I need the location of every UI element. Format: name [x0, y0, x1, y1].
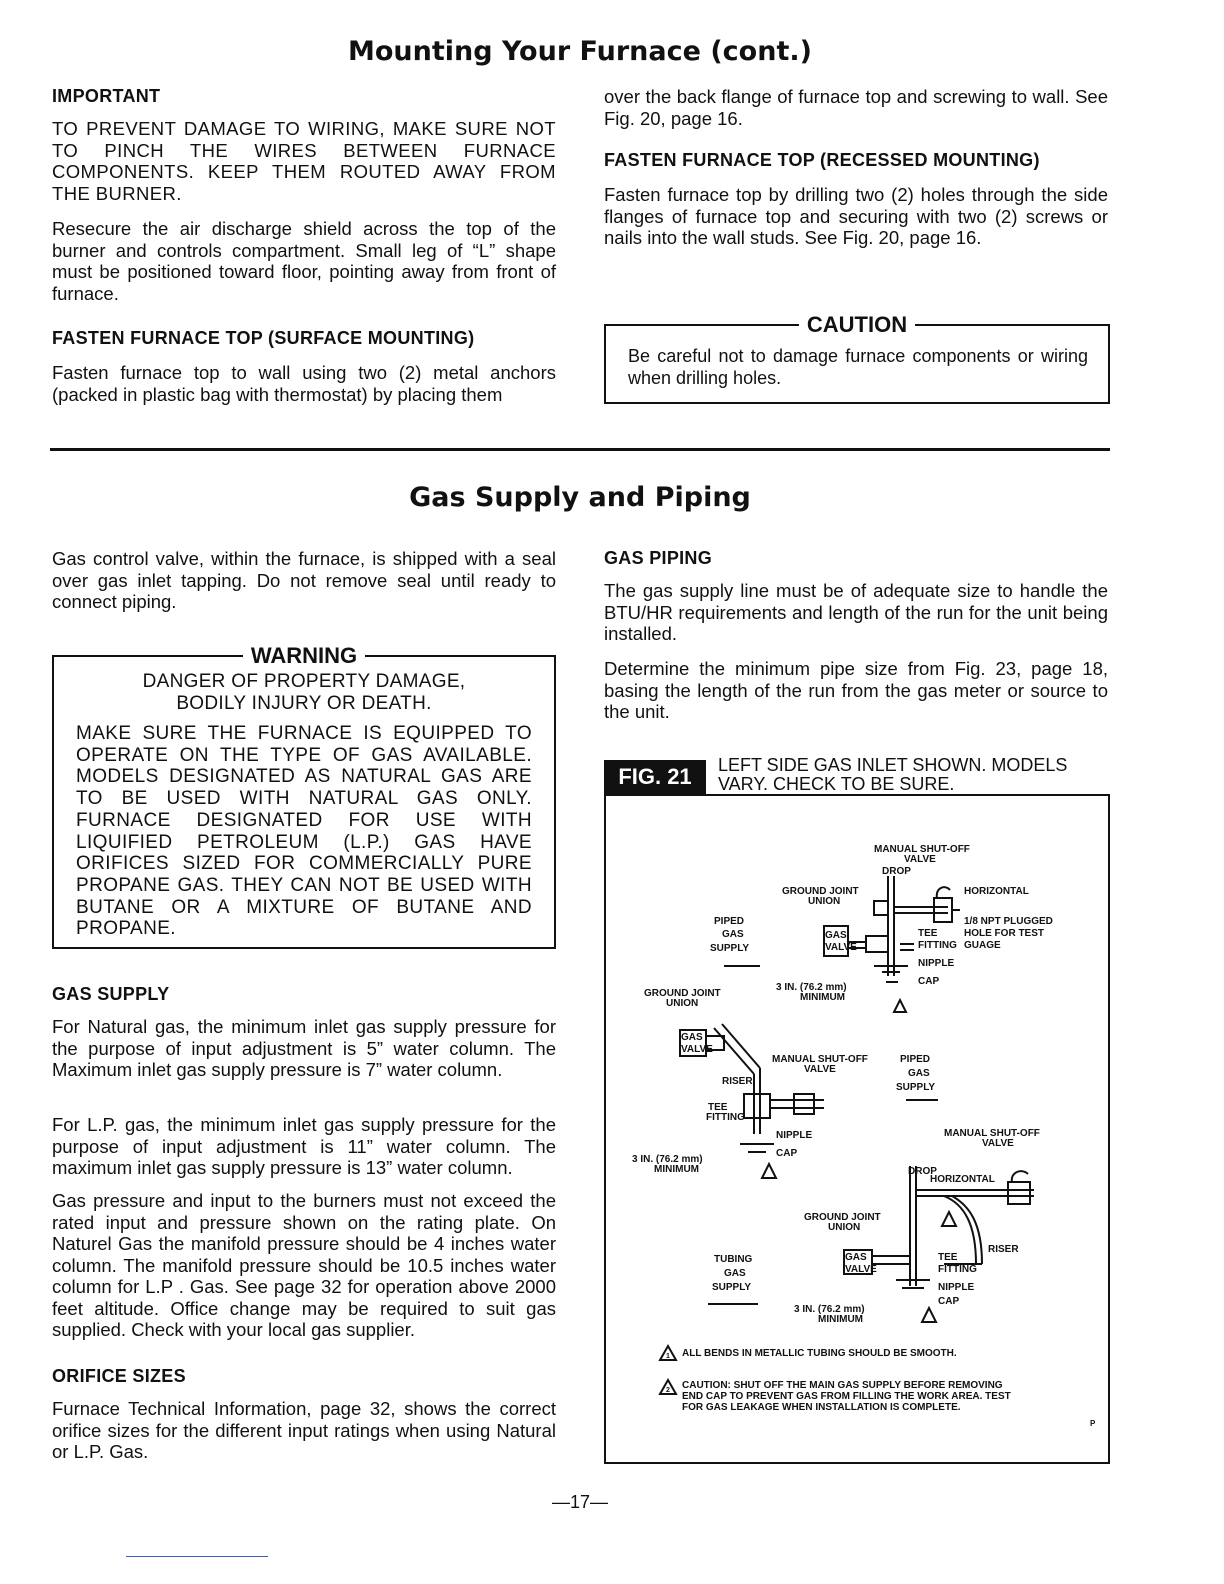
surface-mounting-heading: FASTEN FURNACE TOP (SURFACE MOUNTING) — [52, 328, 475, 348]
page-title-gas-supply: Gas Supply and Piping — [409, 482, 751, 513]
label-tee-2: TEE — [708, 1102, 728, 1113]
label-nipple-1: NIPPLE — [918, 958, 955, 969]
figure-note-1: ALL BENDS IN METALLIC TUBING SHOULD BE SMOOTH. — [682, 1348, 957, 1359]
triangle-num-2: 2 — [666, 1387, 670, 1394]
label-supply-3: SUPPLY — [712, 1282, 752, 1293]
label-plugged-2: HOLE FOR TEST — [964, 928, 1044, 939]
label-ground-joint-1: GROUND JOINT — [782, 886, 859, 897]
label-ground-joint-2: GROUND JOINT — [644, 988, 721, 999]
label-gas-valve-1a: GAS — [825, 930, 847, 941]
label-gas-valve-3b: VALVE — [845, 1264, 877, 1275]
label-gas-valve-1b: VALVE — [825, 942, 857, 953]
label-tubing-3: TUBING — [714, 1254, 753, 1265]
figure-note-2-line-2: END CAP TO PREVENT GAS FROM FILLING THE WORK AREA. TEST — [682, 1391, 1011, 1402]
label-riser-3: RISER — [988, 1244, 1019, 1255]
label-min-3b: MINIMUM — [818, 1314, 863, 1325]
warning-triangle-icon-2 — [762, 1164, 776, 1178]
label-nipple-3: NIPPLE — [938, 1282, 975, 1293]
label-supply-2: SUPPLY — [896, 1082, 936, 1093]
label-gas-valve-2b: VALVE — [681, 1044, 713, 1055]
bottom-mark-line — [126, 1556, 268, 1557]
figure-caption-line-1: LEFT SIDE GAS INLET SHOWN. MODELS — [718, 755, 1068, 775]
label-gas-1: GAS — [722, 929, 744, 940]
label-union-3: UNION — [828, 1222, 861, 1233]
label-fitting-2: FITTING — [706, 1112, 745, 1123]
warning-box — [52, 643, 556, 949]
figure-label: FIG. 21 — [604, 760, 706, 794]
label-tee-3: TEE — [938, 1252, 958, 1263]
label-supply-1: SUPPLY — [710, 943, 750, 954]
caution-text: Be careful not to damage furnace components or wiring when drilling holes. — [628, 346, 1088, 388]
label-fitting-1: FITTING — [918, 940, 957, 951]
label-manual-shutoff-1: MANUAL SHUT-OFF — [874, 844, 970, 855]
figure-caption-line-2: VARY. CHECK TO BE SURE. — [718, 774, 955, 794]
warning-triangle-icon-3 — [942, 1212, 956, 1226]
figure-note-2-line-3: FOR GAS LEAKAGE WHEN INSTALLATION IS COMPLETE. — [682, 1402, 961, 1413]
gas-piping-text-2: Determine the minimum pipe size from Fig. 23, page 18, basing the length of the run from the gas meter or source to the unit. — [604, 658, 1108, 722]
warning-triangle-icon-4 — [922, 1308, 936, 1322]
label-tee-1: TEE — [918, 928, 938, 939]
piping-diagram — [604, 794, 1110, 1464]
label-piped-1: PIPED — [714, 916, 745, 927]
figure-p-mark: P — [1090, 1419, 1096, 1428]
label-valve-2: VALVE — [804, 1064, 836, 1075]
intro-text: Gas control valve, within the furnace, is shipped with a seal over gas inlet tapping. Do not remove seal until ready to connect piping. — [52, 548, 556, 612]
label-horizontal-1: HORIZONTAL — [964, 886, 1029, 897]
label-valve-1: VALVE — [904, 854, 936, 865]
label-gas-2: GAS — [908, 1068, 930, 1079]
recessed-mounting-text: Fasten furnace top by drilling two (2) holes through the side flanges of furnace top and securing with two (2) screws or nails into the wall studs. See Fig. 20, page 16. — [604, 184, 1108, 248]
label-cap-2: CAP — [776, 1148, 798, 1159]
warning-triangle-icon-1 — [894, 1000, 906, 1012]
label-min-2a: 3 IN. (76.2 mm) — [632, 1154, 703, 1165]
label-valve-3: VALVE — [982, 1138, 1014, 1149]
gas-supply-heading: GAS SUPPLY — [52, 984, 170, 1004]
label-union-1: UNION — [808, 896, 841, 907]
label-cap-1: CAP — [918, 976, 940, 987]
important-text: TO PREVENT DAMAGE TO WIRING, MAKE SURE NOT TO PINCH THE WIRES BETWEEN FURNACE COMPONENTS. KEEP THEM ROUTED AWAY FROM THE BURNER. — [52, 118, 556, 205]
gas-piping-heading: GAS PIPING — [604, 548, 713, 568]
label-min-1b: MINIMUM — [800, 992, 845, 1003]
caution-title: CAUTION — [799, 312, 915, 337]
important-heading: IMPORTANT — [52, 86, 161, 106]
orifice-heading: ORIFICE SIZES — [52, 1366, 186, 1386]
label-fitting-3: FITTING — [938, 1264, 977, 1275]
label-horizontal-3: HORIZONTAL — [930, 1174, 995, 1185]
figure-caption — [718, 756, 1114, 794]
triangle-num-1: 1 — [666, 1353, 670, 1360]
label-min-2b: MINIMUM — [654, 1164, 699, 1175]
label-min-3a: 3 IN. (76.2 mm) — [794, 1304, 865, 1315]
gas-piping-text-1: The gas supply line must be of adequate size to handle the BTU/HR requirements and length of the run for the unit being installed. — [604, 580, 1108, 644]
label-manual-shutoff-2: MANUAL SHUT-OFF — [772, 1054, 868, 1065]
gas-supply-pressure: Gas pressure and input to the burners must not exceed the rated input and pressure shown on the rating plate. On Naturel Gas the manifold pressure should be 4 inches water column. The manifold pressure should be 10.5 inches water column for L.P . Gas. See page 32 for operation above 2000 feet altitude. Office change may be required to suit gas supplied. Check with your local gas supplier. — [52, 1190, 556, 1340]
label-min-1a: 3 IN. (76.2 mm) — [776, 982, 847, 993]
resecure-text: Resecure the air discharge shield across the top of the burner and controls compartment. Small leg of “L” shape must be positioned toward floor, pointing away from front of furnace. — [52, 218, 556, 304]
page-number: —17— — [551, 1492, 609, 1512]
label-gas-valve-2a: GAS — [681, 1032, 703, 1043]
gas-supply-natural: For Natural gas, the minimum inlet gas supply pressure for the purpose of input adjustment is 5” water column. The Maximum inlet gas supply pressure is 7” water column. — [52, 1016, 556, 1080]
label-cap-3: CAP — [938, 1296, 960, 1307]
label-nipple-2: NIPPLE — [776, 1130, 813, 1141]
figure-note-2-line-1: CAUTION: SHUT OFF THE MAIN GAS SUPPLY BEFORE REMOVING — [682, 1380, 1003, 1391]
surface-mounting-text-cont: over the back flange of furnace top and screwing to wall. See Fig. 20, page 16. — [604, 86, 1108, 129]
label-plugged-3: GUAGE — [964, 940, 1001, 951]
caution-box — [604, 312, 1110, 404]
label-piped-2: PIPED — [900, 1054, 931, 1065]
warning-line-2: BODILY INJURY OR DEATH. — [176, 693, 432, 714]
label-manual-shutoff-3: MANUAL SHUT-OFF — [944, 1128, 1040, 1139]
warning-line-1: DANGER OF PROPERTY DAMAGE, — [142, 671, 466, 692]
surface-mounting-text: Fasten furnace top to wall using two (2) metal anchors (packed in plastic bag with thermostat) by placing them — [52, 362, 556, 405]
label-drop-3: DROP — [908, 1166, 937, 1177]
label-drop-1: DROP — [882, 866, 911, 877]
gas-supply-lp: For L.P. gas, the minimum inlet gas supply pressure for the purpose of input adjustment is 11” water column. The maximum inlet gas supply pressure is 13” water column. — [52, 1114, 556, 1178]
orifice-text: Furnace Technical Information, page 32, shows the correct orifice sizes for the different input ratings when using Natural or L.P. Gas. — [52, 1398, 556, 1462]
warning-text: MAKE SURE THE FURNACE IS EQUIPPED TO OPERATE ON THE TYPE OF GAS AVAILABLE. MODELS DESIGNATED AS NATURAL GAS ARE TO BE USED WITH NATURAL GAS ONLY. FURNACE DESIGNATED FOR USE WITH LIQUIFIED PETROLEUM (L.P.) GAS HAVE ORIFICES SIZED FOR COMMERCIALLY PURE PROPANE GAS. THEY CAN NOT BE USED WITH BUTANE OR A MIXTURE OF BUTANE AND PROPANE. — [76, 723, 532, 940]
page-title-mounting: Mounting Your Furnace (cont.) — [348, 36, 812, 67]
label-ground-joint-3: GROUND JOINT — [804, 1212, 881, 1223]
warning-title: WARNING — [243, 643, 365, 668]
label-union-2: UNION — [666, 998, 699, 1009]
label-gas-3: GAS — [724, 1268, 746, 1279]
label-gas-valve-3a: GAS — [845, 1252, 867, 1263]
label-plugged-1: 1/8 NPT PLUGGED — [964, 916, 1053, 927]
recessed-mounting-heading: FASTEN FURNACE TOP (RECESSED MOUNTING) — [604, 150, 1040, 170]
section-divider — [50, 448, 1110, 451]
label-riser-2: RISER — [722, 1076, 753, 1087]
